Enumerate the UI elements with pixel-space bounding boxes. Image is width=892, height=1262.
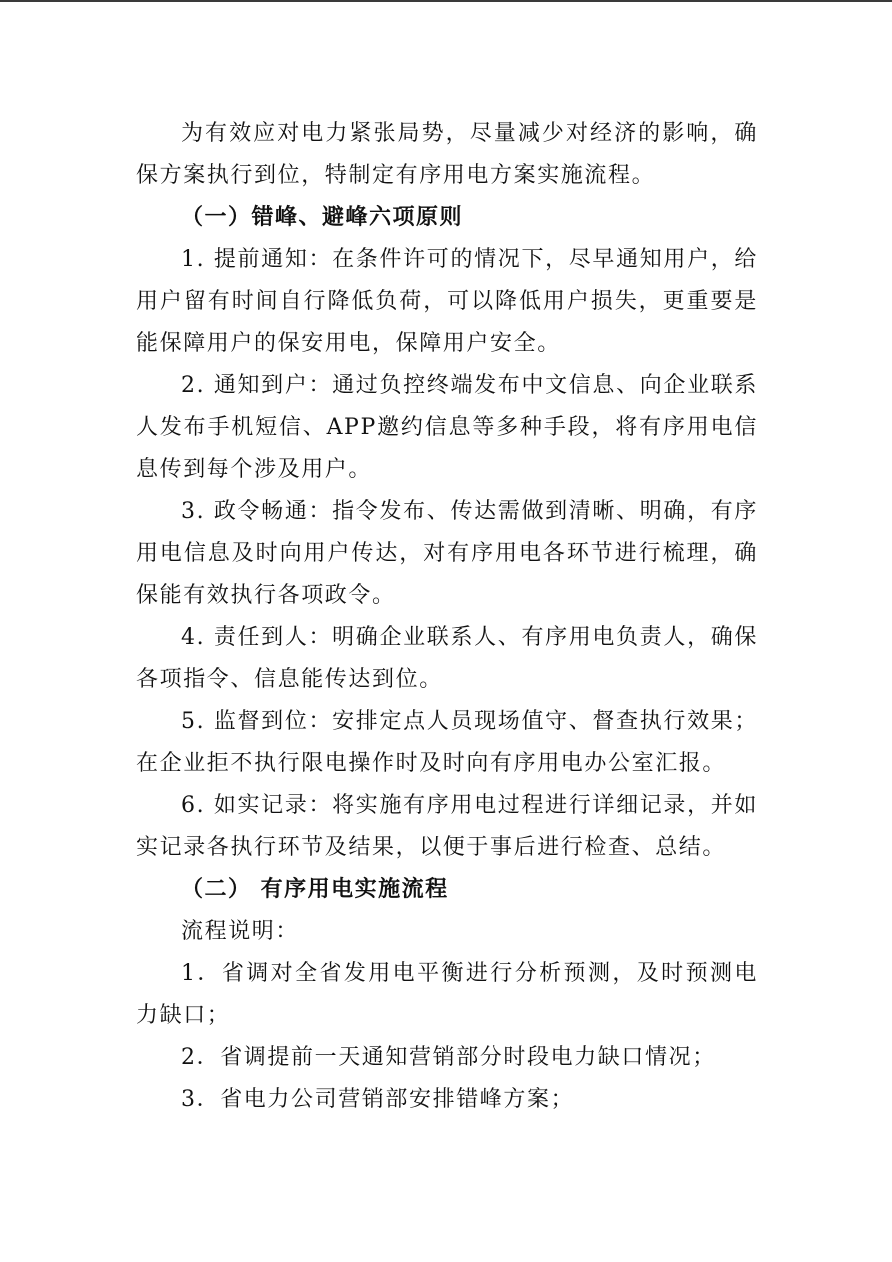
top-border-line xyxy=(0,0,892,2)
document-body xyxy=(136,113,758,1121)
process-label: 流程说明： xyxy=(181,919,300,944)
section-heading-principles: （一）错峰、避峰六项原则 xyxy=(181,205,464,230)
section-heading-process: （二） 有序用电实施流程 xyxy=(181,877,449,902)
principle-item-6: 6. 如实记录：将实施有序用电过程进行详细记录，并如实记录各执行环节及结果，以便于事后进行检查、总结。 xyxy=(136,793,758,860)
intro-paragraph: 为有效应对电力紧张局势，尽量减少对经济的影响，确保方案执行到位，特制定有序用电方案实施流程。 xyxy=(136,121,758,188)
principle-item-4: 4. 责任到人：明确企业联系人、有序用电负责人，确保各项指令、信息能传达到位。 xyxy=(136,625,758,692)
process-step-1: 1．省调对全省发用电平衡进行分析预测，及时预测电力缺口； xyxy=(136,961,758,1028)
principle-item-3: 3. 政令畅通：指令发布、传达需做到清晰、明确，有序用电信息及时向用户传达，对有序用电各环节进行梳理，确保能有效执行各项政令。 xyxy=(136,499,758,608)
process-step-3: 3．省电力公司营销部安排错峰方案； xyxy=(181,1087,575,1112)
principle-item-5: 5. 监督到位：安排定点人员现场值守、督查执行效果；在企业拒不执行限电操作时及时向有序用电办公室汇报。 xyxy=(136,709,758,776)
principle-item-1: 1. 提前通知：在条件许可的情况下，尽早通知用户，给用户留有时间自行降低负荷，可以降低用户损失，更重要是能保障用户的保安用电，保障用户安全。 xyxy=(136,247,758,356)
principle-item-2: 2. 通知到户：通过负控终端发布中文信息、向企业联系人发布手机短信、APP邀约信息等多种手段，将有序用电信息传到每个涉及用户。 xyxy=(136,373,758,482)
process-step-2: 2．省调提前一天通知营销部分时段电力缺口情况； xyxy=(181,1045,716,1070)
